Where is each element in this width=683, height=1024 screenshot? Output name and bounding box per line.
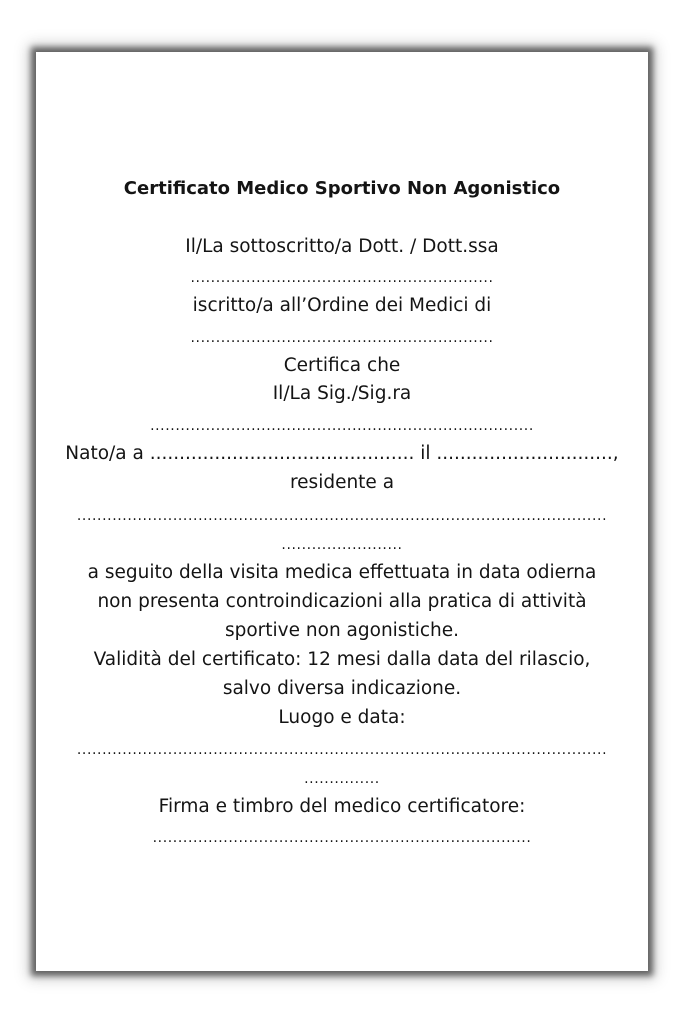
order-city-blank: ............................................................ (190, 330, 494, 346)
place-date-label: Luogo e data: (278, 707, 406, 728)
birth-line: Nato/a a ............................................. il .............................., (65, 443, 619, 464)
certifies-label: Certifica che (283, 355, 401, 376)
statement-line-3: sportive non agonistiche. (224, 620, 459, 641)
certificate-sheet (36, 52, 648, 971)
patient-name-blank: ............................................................................ (150, 418, 534, 434)
place-date-blank-continued: ............... (304, 771, 380, 787)
signature-label: Firma e timbro del medico certificatore: (158, 796, 526, 817)
statement-line-1: a seguito della visita medica effettuata in data odierna (87, 562, 597, 583)
patient-label: Il/La Sig./Sig.ra (272, 383, 412, 404)
doctor-label: Il/La sottoscritto/a Dott. / Dott.ssa (185, 236, 499, 257)
statement-line-2: non presenta controindicazioni alla pratica di attività (97, 591, 587, 612)
validity-line-1: Validità del certificato: 12 mesi dalla data del rilascio, (93, 649, 591, 670)
certificate-title: Certificato Medico Sportivo Non Agonistico (123, 178, 561, 199)
validity-line-2: salvo diversa indicazione. (222, 678, 462, 699)
doctor-name-blank: ............................................................ (190, 270, 494, 286)
order-label: iscritto/a all’Ordine dei Medici di (192, 295, 492, 316)
place-date-blank: ......................................................................................................... (76, 742, 608, 758)
signature-blank: ........................................................................... (152, 830, 532, 846)
residence-label: residente a (289, 472, 395, 493)
residence-blank: ......................................................................................................... (76, 508, 608, 524)
residence-blank-continued: ........................ (281, 537, 403, 553)
